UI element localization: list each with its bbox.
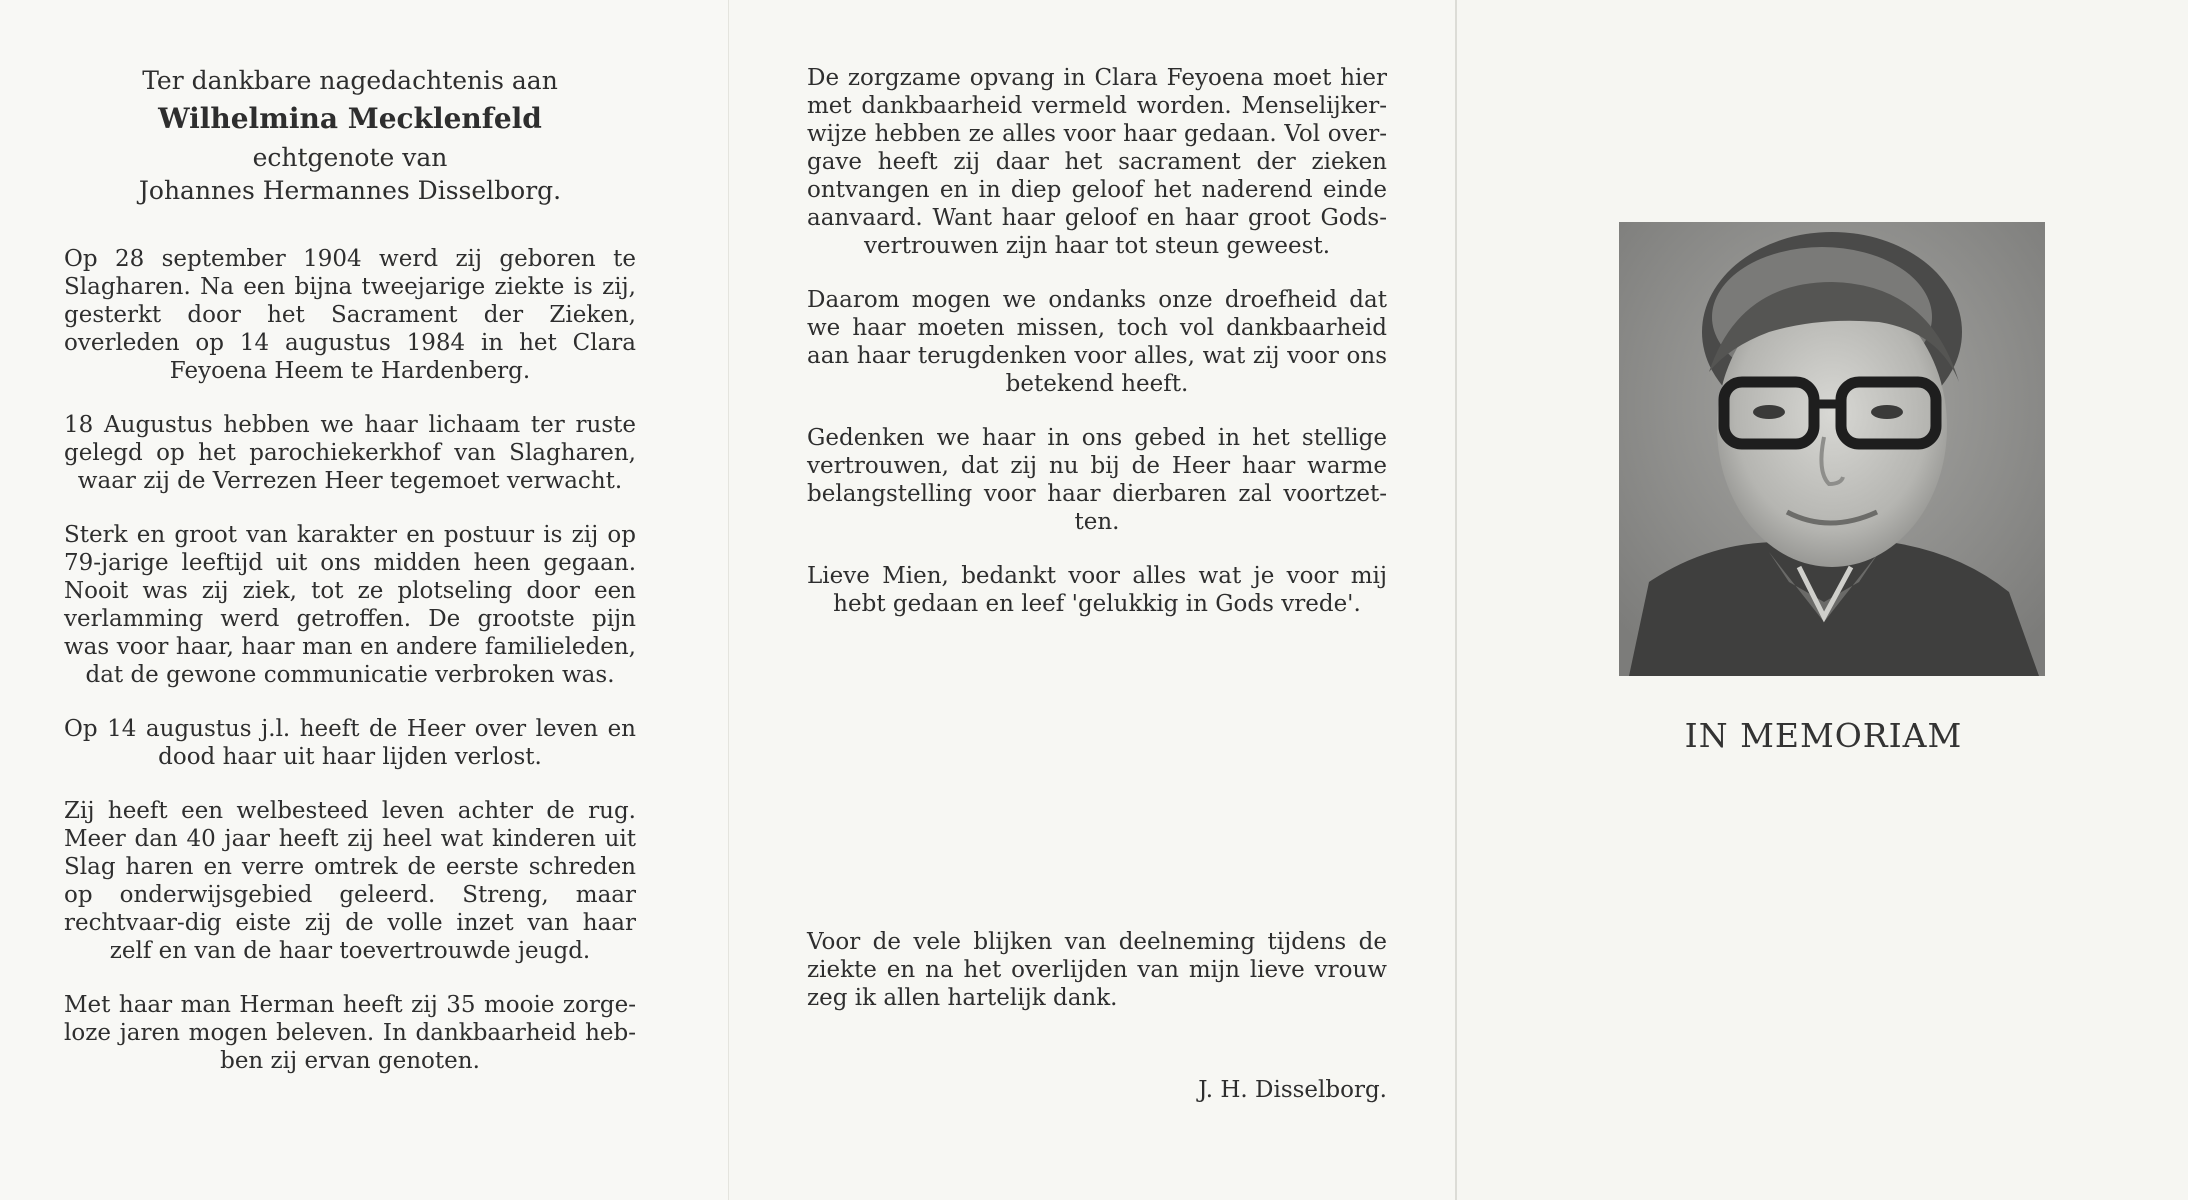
paragraph-gratitude: Daarom mogen we ondanks onze droefheid dat we haar moeten missen, toch vol dankbaarheid aan haar terugdenken voor alles, wat zij voor ons betekend heeft.: [807, 287, 1387, 397]
in-memoriam-heading: IN MEMORIAM: [1684, 716, 1963, 755]
dedication-intro: Ter dankbare nagedachtenis aan: [142, 66, 558, 95]
paragraph-prayer: Gedenken we haar in ons gebed in het stellige vertrouwen, dat zij nu bij de Heer haar warme belangstelling voor haar dierbaren zal voortzet-ten.: [807, 425, 1387, 535]
paragraph-marriage: Met haar man Herman heeft zij 35 mooie zorge-loze jaren mogen beleven. In dankbaarheid heb-ben zij ervan genoten.: [64, 992, 636, 1074]
spouse-line-2: Johannes Hermannes Disselborg.: [138, 176, 562, 205]
middle-text-column: [807, 64, 1387, 618]
spouse-line-1: echtgenote van: [252, 143, 448, 172]
paragraph-birth-death: Op 28 september 1904 werd zij geboren te Slagharen. Na een bijna tweejarige ziekte is zij, gesterkt door het Sacrament der Zieken, overleden op 14 augustus 1984 in het Clara Feyoena Heem te Hardenberg.: [64, 246, 636, 384]
paragraph-release: Op 14 augustus j.l. heeft de Heer over leven en dood haar uit haar lijden verlost.: [64, 716, 636, 770]
paragraph-care: De zorgzame opvang in Clara Feyoena moet hier met dankbaarheid vermeld worden. Menselijker-wijze hebben ze alles voor haar gedaan. Vol over-gave heeft zij daar het sacrament der zieken ontvangen en in diep geloof het naderend einde aanvaard. Want haar geloof en haar groot Gods-vertrouwen zijn haar tot steun geweest.: [807, 65, 1387, 259]
paragraph-teaching: Zij heeft een welbesteed leven achter de rug. Meer dan 40 jaar heeft zij heel wat kinderen uit Slag haren en verre omtrek de eerste schreden op onderwijsgebied geleerd. Streng, maar rechtvaar-dig eiste zij de volle inzet van haar zelf en van de haar toevertrouwde jeugd.: [64, 798, 636, 964]
paragraph-character: Sterk en groot van karakter en postuur is zij op 79-jarige leeftijd uit ons midden heen gegaan. Nooit was zij ziek, tot ze plotseling door een verlamming werd getroffen. De grootste pijn was voor haar, haar man en andere familieleden, dat de gewone communicatie verbroken was.: [64, 522, 636, 688]
portrait-image: [1619, 222, 2045, 676]
left-text-column: [64, 64, 636, 1075]
right-panel: [1455, 0, 2188, 1200]
signature: J. H. Disselborg.: [1198, 1077, 1387, 1103]
portrait-photo: [1619, 222, 2045, 676]
middle-panel: [728, 0, 1455, 1200]
thanks-note: Voor de vele blijken van deelneming tijdens de ziekte en na het overlijden van mijn lieve vrouw zeg ik allen hartelijk dank.: [807, 929, 1387, 1011]
deceased-name: Wilhelmina Mecklenfeld: [158, 102, 542, 135]
paragraph-farewell: Lieve Mien, bedankt voor alles wat je voor mij hebt gedaan en leef 'gelukkig in Gods vrede'.: [807, 563, 1387, 617]
paragraph-burial: 18 Augustus hebben we haar lichaam ter ruste gelegd op het parochiekerkhof van Slagharen, waar zij de Verrezen Heer tegemoet verwacht.: [64, 412, 636, 494]
left-panel: [0, 0, 728, 1200]
